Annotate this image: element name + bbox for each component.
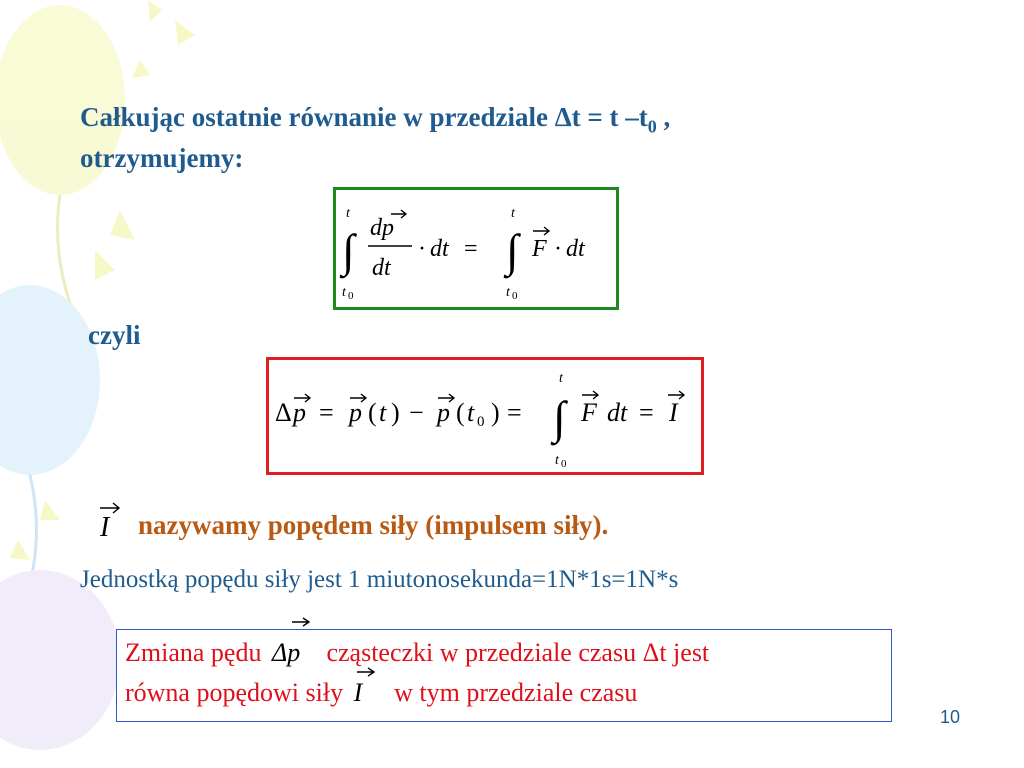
integral-equation-box [333,187,619,310]
confetti [110,210,135,240]
summary-note-box [116,629,892,722]
momentum-p: p [293,398,306,427]
note-text: w tym przedziale czasu [394,678,638,707]
vector-arrow-svg [354,664,382,684]
momentum-change-equation-box [266,357,704,475]
delta-p-symbol [272,638,316,668]
equals-sign: = [507,398,522,427]
note-text: cząsteczki w przedziale czasu [326,638,643,667]
lower-limit: t [342,285,346,300]
confetti [95,250,115,280]
time-t: t [379,398,387,427]
unit-definition: Jednostką popędu siły jest 1 miutonosekunda=1N*1s=1N*s [80,566,679,593]
vector-arrow [533,227,549,235]
lower-limit-2: t [506,285,510,300]
integral-sign-2: ∫ [506,225,519,276]
lower-limit-sub-2: 0 [512,290,518,302]
dot-operator: · [418,236,426,262]
delta-symbol: Δ [275,398,292,427]
dot-operator: · [554,236,562,262]
impulse-symbol [354,678,382,708]
delta-p-text: Δp [271,638,301,667]
integral-sign: ∫ [553,392,566,443]
confetti [175,20,195,45]
force-symbol: F [532,236,547,262]
upper-limit: t [346,206,350,221]
impulse-letter: I [353,678,363,707]
purple-balloon [0,570,120,750]
lower-limit: t [555,453,559,468]
confetti [132,60,150,78]
confetti [10,540,30,560]
intro-line-end: , [656,102,671,132]
fraction-denominator: dt [372,255,391,281]
upper-limit-2: t [511,206,515,221]
differential-dt: dt [607,398,628,427]
integral-sign: ∫ [342,225,355,276]
equals-sign: = [464,236,478,262]
intro-text: Całkując ostatnie równanie w przedziale [80,102,555,132]
paren-open: ( [368,398,377,427]
impulse-vector-symbol [96,498,126,542]
interval-equation: t = t –t [571,102,648,132]
delta-symbol: Δ [554,102,572,132]
intro-line-2: otrzymujemy: [80,143,244,173]
subscript-zero: 0 [477,414,485,430]
intro-line-1 [80,102,670,137]
impulse-letter: I [100,512,110,542]
confetti [40,500,60,520]
equals-sign: = [319,398,334,427]
delta-symbol: Δ [642,638,660,667]
minus-sign: − [409,398,424,427]
vector-arrow-svg [272,616,316,646]
force-symbol: F [581,398,597,427]
lower-limit-sub: 0 [348,290,354,302]
note-line-1 [125,638,709,668]
momentum-change-equation [269,360,701,472]
impulse-definition: nazywamy popędem siły (impulsem siły). [138,510,609,540]
slide-number: 10 [940,707,961,727]
integral-equation [336,190,616,307]
lower-limit-sub: 0 [561,458,567,470]
upper-limit: t [559,371,563,386]
paren-open: ( [456,398,465,427]
vector-arrow [292,618,309,626]
fraction-numerator: dp [370,215,394,241]
differential-dt: dt [566,236,585,262]
momentum-p: p [349,398,362,427]
paren-close: ) [491,398,500,427]
czyli-label: czyli [88,320,141,350]
blue-balloon [0,285,100,475]
time-t0: t [467,398,475,427]
subscript-zero: 0 [647,116,657,137]
equals-sign: = [639,398,654,427]
note-text: równa popędowi siły [125,678,344,707]
vector-arrow [357,668,374,676]
paren-close: ) [391,398,400,427]
confetti [148,0,162,22]
differential-dt: dt [430,236,449,262]
note-line-2 [125,678,637,708]
momentum-p: p [437,398,450,427]
impulse-symbol: I [669,398,678,427]
note-text: Zmiana pędu [125,638,262,667]
note-text: t jest [659,638,710,667]
